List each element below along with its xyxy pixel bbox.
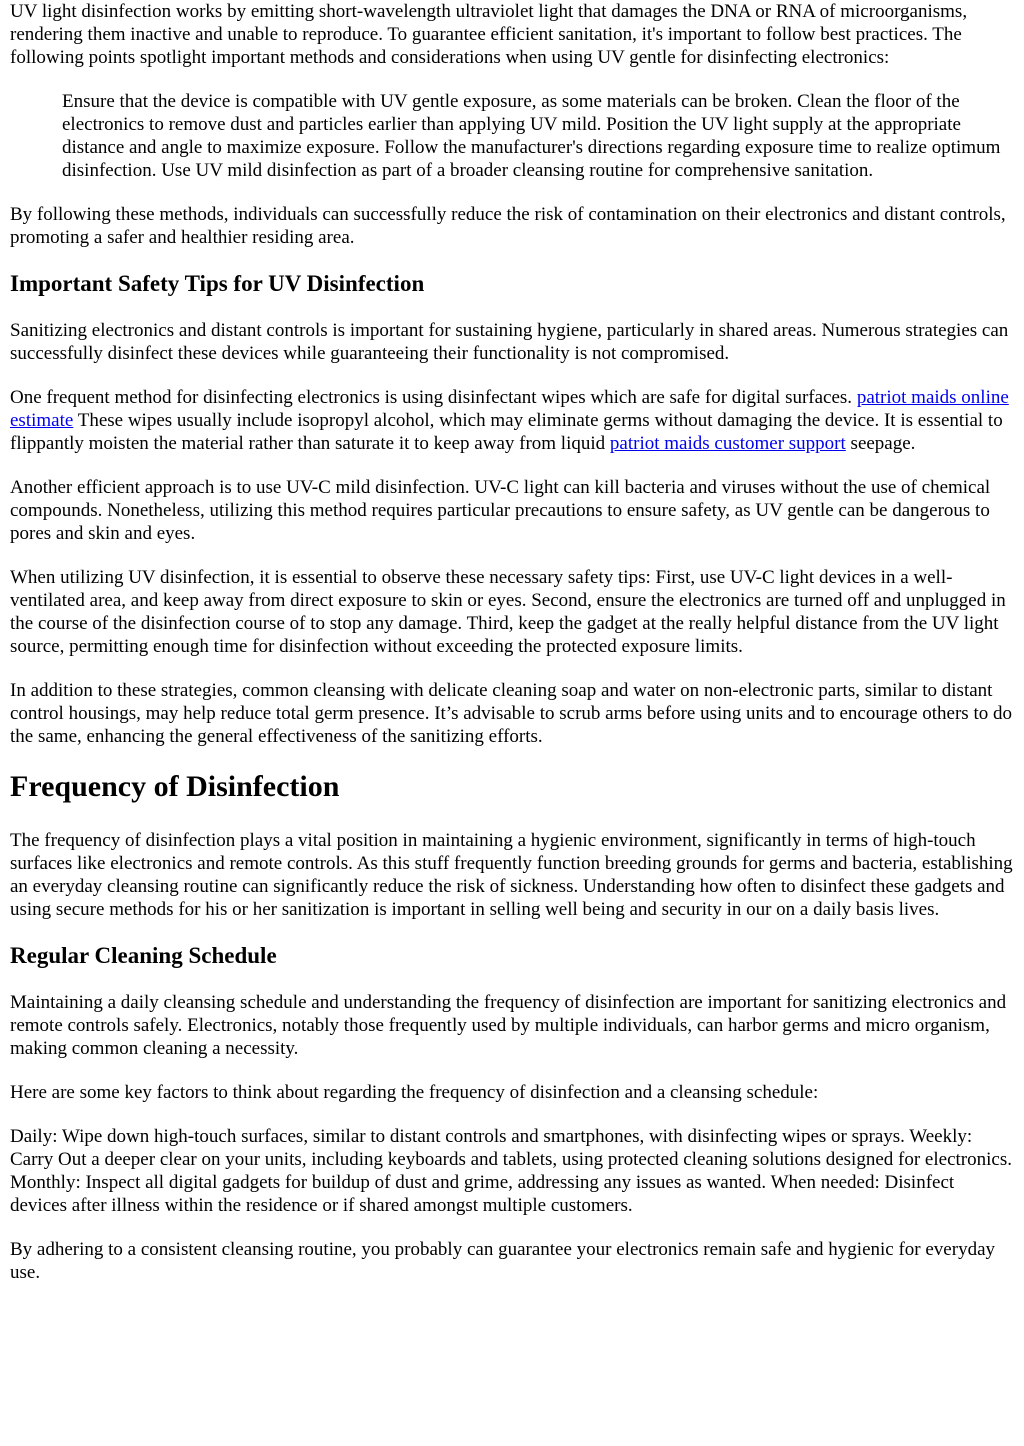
- schedule-paragraph-1: Maintaining a daily cleansing schedule and understanding the frequency of disinfection are important for sanitizing electronics and remote controls safely. Electronics, notably those frequently used by multiple individuals, can harbor germs and micro organism, making common cleaning a necessity.: [10, 992, 1007, 1059]
- intro-paragraph: UV light disinfection works by emitting short-wavelength ultraviolet light that damages the DNA or RNA of microorganisms, rendering them inactive and unable to reproduce. To guarantee efficient sanitation, it's important to follow best practices. The following points spotlight important methods and considerations when using UV gentle for disinfecting electronics:: [10, 1, 968, 68]
- safety-paragraph-2-text-c: seepage.: [845, 433, 916, 454]
- safety-paragraph-3: Another efficient approach is to use UV-C mild disinfection. UV-C light can kill bacteria and viruses without the use of chemical compounds. Nonetheless, utilizing this method requires particular precautions to ensure safety, as UV gentle can be dangerous to pores and skin and eyes.: [10, 477, 991, 544]
- frequency-heading: Frequency of Disinfection: [10, 770, 340, 803]
- safety-paragraph-5: In addition to these strategies, common cleansing with delicate cleaning soap and water on non-electronic parts, similar to distant control housings, may help reduce total germ presence. It’s advisable to scrub arms before using units and to encourage others to do the same, enhancing the general effectiveness of the sanitizing efforts.: [10, 680, 1012, 747]
- cleaning-schedule-heading: Regular Cleaning Schedule: [10, 943, 277, 968]
- tips-blockquote: Ensure that the device is compatible with UV gentle exposure, as some materials can be broken. Clean the floor of the electronics to remove dust and particles earlier than applying UV mild. Position the UV light supply at the appropriate distance and angle to maximize exposure. Follow the manufacturer's directions regarding exposure time to realize optimum disinfection. Use UV mild disinfection as part of a broader cleansing routine for comprehensive sanitation.: [62, 91, 1001, 181]
- intro-conclusion-paragraph: By following these methods, individuals can successfully reduce the risk of contamination on their electronics and distant controls, promoting a safer and healthier residing area.: [10, 204, 1006, 248]
- customer-support-link[interactable]: patriot maids customer support: [609, 433, 846, 454]
- schedule-paragraph-3: Daily: Wipe down high-touch surfaces, similar to distant controls and smartphones, with disinfecting wipes or sprays. Weekly: Carry Out a deeper clear on your units, including keyboards and tablets, using protected cleaning solutions designed for electronics. Monthly: Inspect all digital gadgets for buildup of dust and grime, addressing any issues as wanted. When needed: Disinfect devices after illness within the residence or if shared amongst multiple customers.: [10, 1126, 1012, 1216]
- safety-paragraph-1: Sanitizing electronics and distant controls is important for sustaining hygiene, particularly in shared areas. Numerous strategies can successfully disinfect these devices while guaranteeing their functionality is not compromised.: [10, 320, 1009, 364]
- safety-paragraph-2-text-b: These wipes usually include isopropyl alcohol, which may eliminate germs without damaging the device. It is essential to flippantly moisten the material rather than saturate it to keep away from liquid: [10, 410, 1003, 454]
- estimate-link[interactable]: patriot maids online estimate: [10, 387, 1009, 431]
- safety-paragraph-4: When utilizing UV disinfection, it is essential to observe these necessary safety tips: First, use UV-C light devices in a well-ventilated area, and keep away from direct exposure to skin or eyes. Second, ensure the electronics are turned off and unplugged in the course of the disinfection course of to stop any damage. Third, keep the gadget at the really helpful distance from the UV light source, permitting enough time for disinfection without exceeding the protected exposure limits.: [10, 567, 1006, 657]
- schedule-paragraph-2: Here are some key factors to think about regarding the frequency of disinfection and a cleansing schedule:: [10, 1082, 819, 1103]
- safety-paragraph-2-text-a: One frequent method for disinfecting electronics is using disinfectant wipes which are safe for digital surfaces.: [10, 387, 857, 408]
- schedule-paragraph-4: By adhering to a consistent cleansing routine, you probably can guarantee your electronics remain safe and hygienic for everyday use.: [10, 1239, 996, 1283]
- safety-paragraph-2: [10, 386, 1014, 455]
- safety-tips-heading: Important Safety Tips for UV Disinfection: [10, 271, 425, 296]
- frequency-paragraph: The frequency of disinfection plays a vital position in maintaining a hygienic environment, significantly in terms of high-touch surfaces like electronics and remote controls. As this stuff frequently function breeding grounds for germs and bacteria, establishing an everyday cleansing routine can significantly reduce the risk of sickness. Understanding how often to disinfect these gadgets and using secure methods for his or her sanitization is important in selling well being and security in our on a daily basis lives.: [10, 830, 1013, 920]
